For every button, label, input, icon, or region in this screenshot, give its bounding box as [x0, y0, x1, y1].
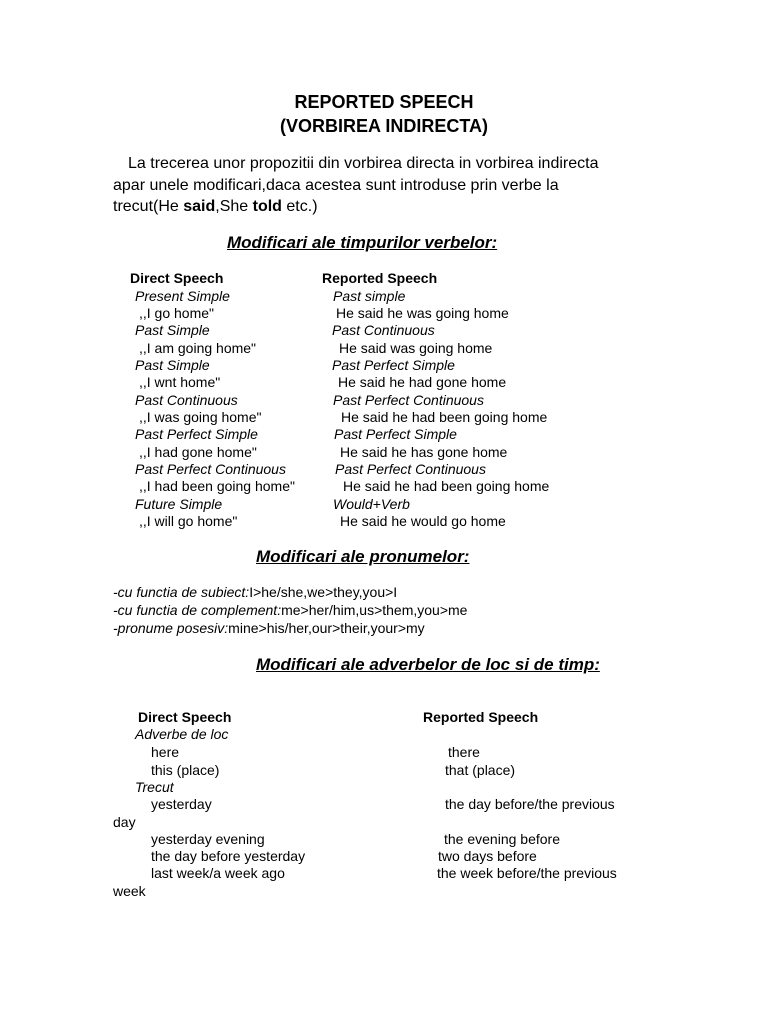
adverb-row-left: here [151, 744, 180, 760]
adverb-row-left: yesterday evening [151, 831, 265, 847]
tense-row-right: Past Perfect Continuous [335, 461, 486, 477]
tense-row-left: Past Continuous [135, 392, 238, 408]
adverbs-col-reported: Reported Speech [423, 709, 539, 725]
tense-row-right: Past simple [333, 288, 406, 304]
tenses-col-direct: Direct Speech [130, 270, 224, 286]
adverb-row-right: the week before/the previous [437, 865, 617, 881]
tense-row-left: ,,I am going home" [139, 340, 257, 356]
tense-row-right: He said he had been going home [343, 478, 550, 494]
adverb-row-right: the day before/the previous [445, 796, 615, 812]
tense-row-right: Past Perfect Simple [334, 426, 457, 442]
tense-row-left: ,,I go home" [139, 305, 215, 321]
adverb-row-wrap: day [113, 814, 136, 830]
intro-text: etc.) [281, 198, 318, 215]
tense-row-right: He said was going home [339, 340, 493, 356]
tense-row-right: He said he had been going home [341, 409, 548, 425]
adverb-row-right: that (place) [445, 762, 516, 778]
adverb-row-right: there [448, 744, 480, 760]
tenses-heading: Modificari ale timpurilor verbelor: [227, 233, 498, 252]
tense-row-left: ,,I will go home" [139, 513, 238, 529]
intro-line-3 [113, 199, 673, 215]
tense-row-left: ,,I had been going home" [139, 478, 295, 494]
document-subtitle: (VORBIREA INDIRECTA) [280, 116, 488, 136]
tense-row-right: He said he had gone home [338, 374, 507, 390]
pronoun-line [113, 585, 397, 599]
tense-row-left: Future Simple [135, 496, 223, 512]
intro-line-1: La trecerea unor propozitii din vorbirea directa in vorbirea indirecta [128, 155, 599, 172]
tense-row-left: ,,I had gone home" [139, 444, 257, 460]
tense-row-left: Present Simple [135, 288, 230, 304]
pronoun-label: -cu functia de complement: [113, 602, 282, 618]
intro-text: ,She [215, 198, 253, 215]
tense-row-right: Past Perfect Simple [332, 357, 455, 373]
tense-row-left: Past Simple [135, 322, 210, 338]
tenses-col-reported: Reported Speech [322, 270, 438, 286]
intro-line-2: apar unele modificari,daca acestea sunt introduse prin verbe la [113, 177, 559, 194]
adverbs-place-label: Adverbe de loc [135, 726, 229, 742]
intro-text: trecut(He [113, 198, 184, 215]
tense-row-left: ,,I wnt home" [139, 374, 221, 390]
pronoun-value: I>he/she,we>they,you>I [249, 584, 398, 600]
tense-row-right: Past Perfect Continuous [333, 392, 484, 408]
tense-row-left: ,,I was going home" [139, 409, 262, 425]
document-title: REPORTED SPEECH [294, 92, 474, 112]
tense-row-left: Past Perfect Continuous [135, 461, 286, 477]
adverb-row-left: yesterday [151, 796, 212, 812]
adverb-row-right: two days before [438, 848, 537, 864]
pronoun-label: -cu functia de subiect: [113, 584, 250, 600]
tense-row-left: Past Perfect Simple [135, 426, 258, 442]
adverb-row-right: the evening before [444, 831, 560, 847]
pronoun-value: mine>his/her,our>their,your>my [228, 620, 425, 636]
pronouns-heading: Modificari ale pronumelor: [256, 547, 470, 566]
adverbs-col-direct: Direct Speech [138, 709, 232, 725]
pronoun-line [113, 603, 467, 617]
tense-row-right: Would+Verb [333, 496, 410, 512]
adverb-row-left: the day before yesterday [151, 848, 306, 864]
adverb-row-left: this (place) [151, 762, 220, 778]
tense-row-left: Past Simple [135, 357, 210, 373]
said-bold: said [183, 198, 216, 215]
tense-row-right: He said he has gone home [340, 444, 508, 460]
tense-row-right: He said he would go home [340, 513, 506, 529]
pronoun-value: me>her/him,us>them,you>me [281, 602, 468, 618]
adverbs-time-label: Trecut [135, 779, 174, 795]
pronoun-line [113, 621, 425, 635]
tense-row-right: He said he was going home [336, 305, 509, 321]
told-bold: told [252, 198, 282, 215]
pronoun-label: -pronume posesiv: [113, 620, 229, 636]
tense-row-right: Past Continuous [332, 322, 435, 338]
adverbs-heading: Modificari ale adverbelor de loc si de timp: [256, 655, 600, 674]
adverb-row-left: last week/a week ago [151, 865, 285, 881]
adverb-row-wrap: week [113, 883, 146, 899]
